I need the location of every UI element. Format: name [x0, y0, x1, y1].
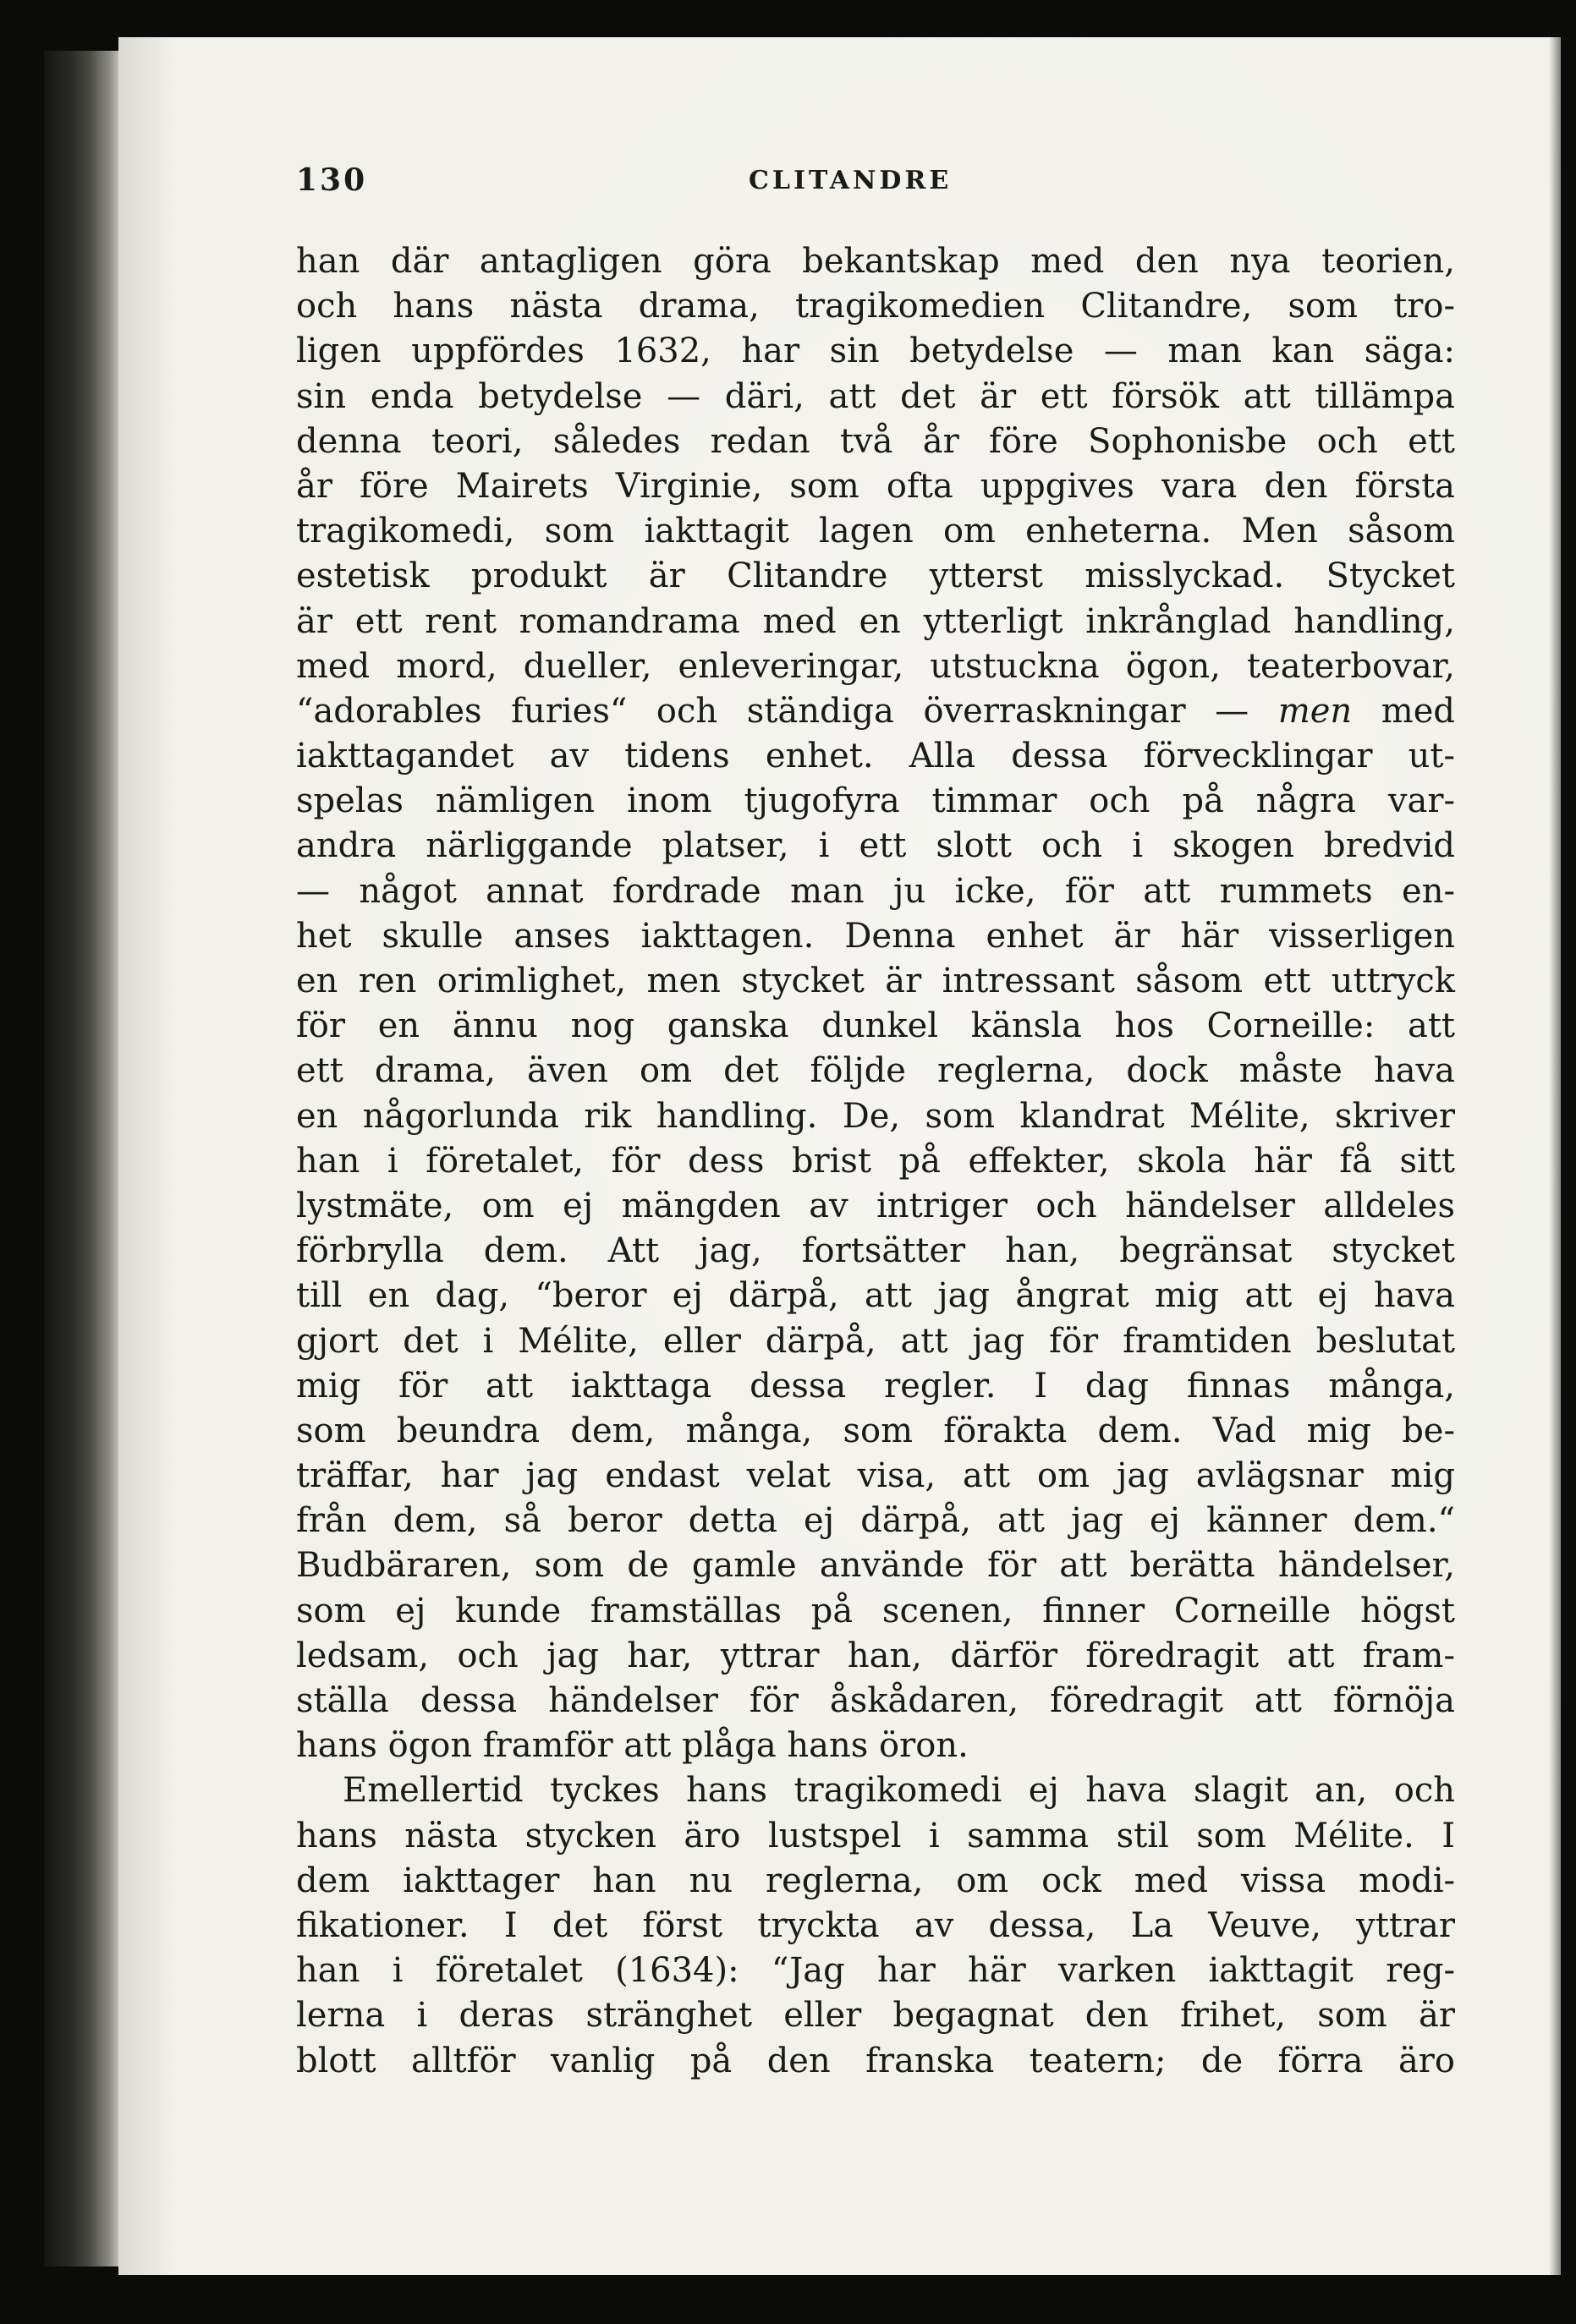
text-line-content: han där antagligen göra bekantskap med den nya teorien,: [296, 242, 1455, 281]
text-line: [296, 554, 1455, 599]
text-line-content: mig för att iakttaga dessa regler. I dag finnas många,: [296, 1366, 1455, 1406]
text-line: [296, 959, 1455, 1004]
text-line-content: med mord, dueller, enleveringar, utstuckna ögon, teaterbovar,: [296, 646, 1455, 686]
text-line: [296, 1004, 1455, 1049]
text-line-content: spelas nämligen inom tjugofyra timmar och på några var-: [296, 781, 1455, 821]
text-line: [296, 1049, 1455, 1093]
book-binding: [44, 51, 120, 2266]
text-line: [296, 419, 1455, 464]
text-line-content: är ett rent romandrama med en ytterligt inkrånglad handling,: [296, 601, 1455, 641]
text-line-content: träffar, har jag endast velat visa, att om jag avlägsnar mig: [296, 1456, 1455, 1496]
text-line: [296, 600, 1455, 644]
text-line-content: till en dag, “beror ej därpå, att jag ångrat mig att ej hava: [296, 1276, 1455, 1316]
text-line-content: ligen uppfördes 1632, har sin betydelse — man kan säga:: [296, 332, 1455, 371]
text-line-content: som ej kunde framställas på scenen, finner Corneille högst: [296, 1591, 1455, 1631]
text-line: [296, 1814, 1455, 1859]
text-line-content: Emellertid tyckes hans tragikomedi ej hava slagit an, och: [343, 1771, 1455, 1811]
text-line-content: hans ögon framför att plåga hans öron.: [296, 1726, 969, 1766]
text-line: [296, 689, 1455, 734]
text-line: [296, 1364, 1455, 1409]
text-line-content: för en ännu nog ganska dunkel känsla hos Corneille: att: [296, 1006, 1455, 1046]
text-line-content: som beundra dem, många, som förakta dem. Vad mig be-: [296, 1411, 1455, 1450]
body-text: [296, 239, 1455, 2084]
text-line-content: estetisk produkt är Clitandre ytterst misslyckad. Stycket: [296, 556, 1455, 596]
text-line-content: förbrylla dem. Att jag, fortsätter han, begränsat stycket: [296, 1231, 1455, 1271]
text-line: [296, 464, 1455, 509]
page-number: 130: [296, 162, 368, 198]
emphasized-word: men: [1277, 691, 1353, 731]
text-line: [296, 1319, 1455, 1364]
text-line: [296, 1724, 1455, 1768]
text-line-content: en ren orimlighet, men stycket är intressant såsom ett uttryck: [296, 962, 1455, 1000]
text-line-content: gjort det i Mélite, eller därpå, att jag för framtiden beslutat: [296, 1321, 1455, 1361]
text-line-content: het skulle anses iakttagen. Denna enhet är här visserligen: [296, 916, 1455, 956]
text-line: [296, 239, 1455, 284]
text-line-content: han i företalet, för dess brist på effekter, skola här få sitt: [296, 1141, 1455, 1181]
text-line: [296, 329, 1455, 374]
text-line-content: hans nästa stycken äro lustspel i samma stil som Mélite. I: [296, 1816, 1455, 1855]
text-line-content: tragikomedi, som iakttagit lagen om enheterna. Men såsom: [296, 512, 1455, 551]
text-line: [296, 1679, 1455, 1724]
text-line: [296, 734, 1455, 779]
text-line: [296, 1589, 1455, 1634]
text-line: [296, 1499, 1455, 1543]
text-line-content: sin enda betydelse — däri, att det är ett försök att tillämpa: [296, 376, 1455, 416]
page-edge-shadow: [1549, 37, 1561, 2275]
text-line: [296, 2039, 1455, 2084]
running-title: CLITANDRE: [749, 166, 953, 195]
text-line: [296, 375, 1455, 419]
text-line-content: ledsam, och jag har, yttrar han, därför föredragit att fram-: [296, 1636, 1455, 1675]
text-line: [296, 1993, 1455, 2038]
text-line: [296, 1454, 1455, 1499]
text-line-content: blott alltför vanlig på den franska teatern; de förra äro: [296, 2041, 1455, 2080]
text-line-content: “adorables furies“ och ständiga överraskningar —: [296, 691, 1278, 731]
text-line: [296, 1094, 1455, 1139]
text-line: [296, 1229, 1455, 1274]
text-line-content: iakttagandet av tidens enhet. Alla dessa förvecklingar ut-: [296, 737, 1455, 776]
text-line-content: fikationer. I det först tryckta av dessa, La Veuve, yttrar: [296, 1905, 1455, 1945]
text-line-continuation: med: [1352, 691, 1456, 731]
text-line: [296, 1409, 1455, 1454]
text-line-content: en någorlunda rik handling. De, som klandrat Mélite, skriver: [296, 1096, 1455, 1136]
text-line: [296, 869, 1455, 914]
text-line-content: denna teori, således redan två år före Sophonisbe och ett: [296, 421, 1455, 461]
text-line-content: — något annat fordrade man ju icke, för att rummets en-: [296, 871, 1455, 911]
running-head: [296, 162, 1455, 213]
text-line: [296, 1139, 1455, 1184]
text-line: [296, 1543, 1455, 1588]
text-line: [296, 284, 1455, 329]
text-line-content: från dem, så beror detta ej därpå, att jag ej känner dem.“: [296, 1501, 1455, 1541]
text-line-content: dem iakttager han nu reglerna, om ock med vissa modi-: [296, 1861, 1455, 1900]
text-line: [296, 1904, 1455, 1949]
text-line-content: Budbäraren, som de gamle använde för att berätta händelser,: [296, 1546, 1455, 1586]
text-line-content: år före Mairets Virginie, som ofta uppgives vara den första: [296, 466, 1455, 506]
text-line-content: han i företalet (1634): “Jag har här varken iakttagit reg-: [296, 1951, 1455, 1991]
text-line: [296, 824, 1455, 869]
text-line-content: och hans nästa drama, tragikomedien Clitandre, som tro-: [296, 287, 1455, 326]
text-line-content: andra närliggande platser, i ett slott och i skogen bredvid: [296, 826, 1455, 866]
text-line: [296, 1768, 1455, 1813]
text-line: [296, 1184, 1455, 1229]
text-line: [296, 509, 1455, 554]
text-line: [296, 644, 1455, 689]
text-line-content: lystmäte, om ej mängden av intriger och händelser alldeles: [296, 1186, 1455, 1225]
text-line: [296, 1634, 1455, 1679]
text-line: [296, 779, 1455, 824]
text-line: [296, 1274, 1455, 1318]
text-line: [296, 914, 1455, 959]
text-line-content: ställa dessa händelser för åskådaren, föredragit att förnöja: [296, 1681, 1455, 1720]
text-line-content: ett drama, även om det följde reglerna, dock måste hava: [296, 1051, 1455, 1091]
text-line-content: lerna i deras stränghet eller begagnat den frihet, som är: [296, 1996, 1455, 2036]
text-line: [296, 1859, 1455, 1904]
text-line: [296, 1949, 1455, 1993]
